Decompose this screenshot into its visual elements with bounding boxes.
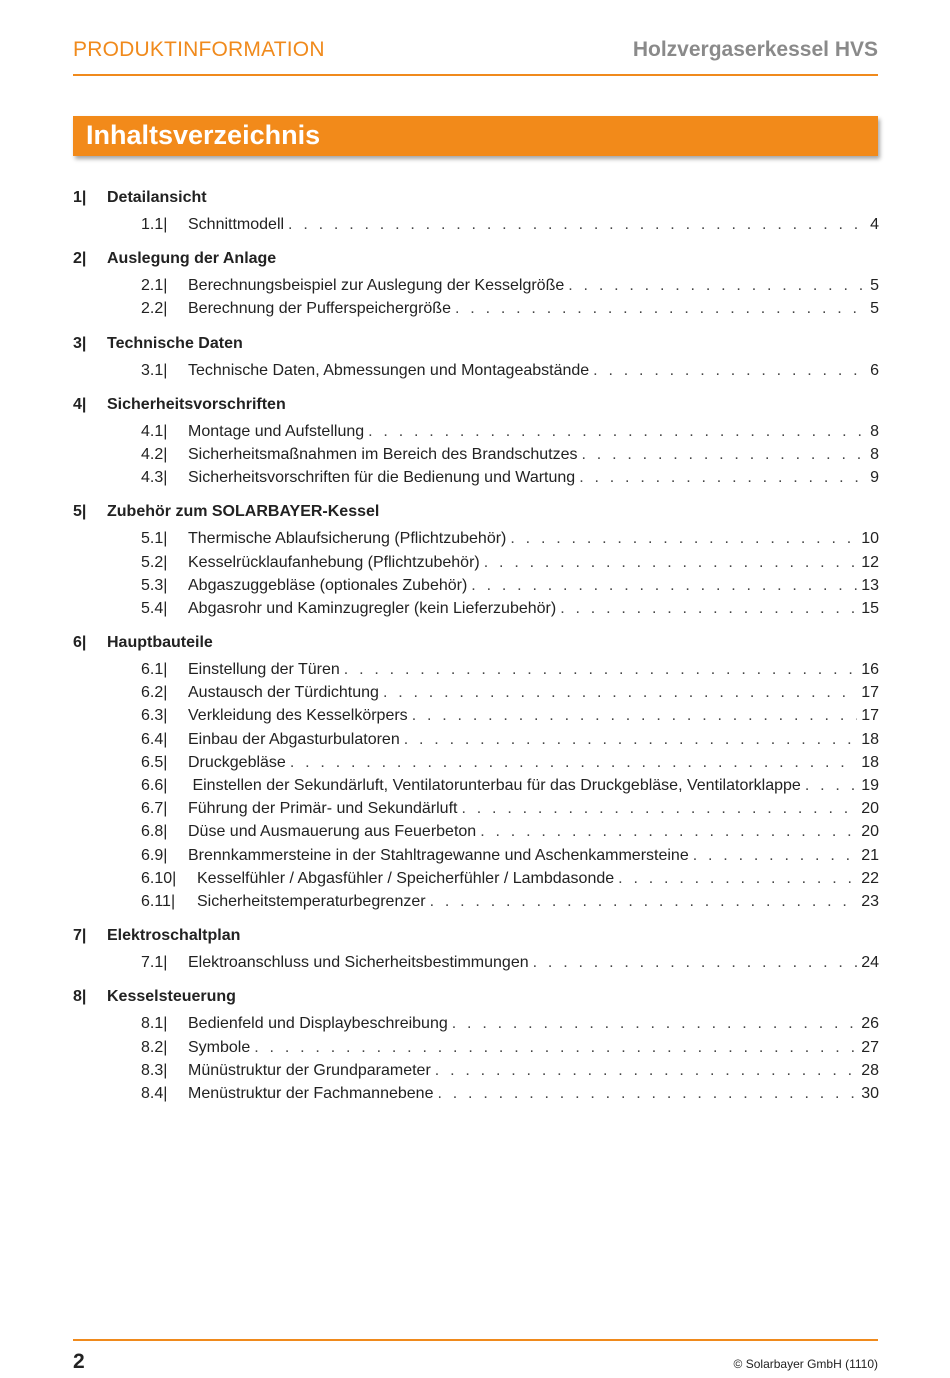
toc-section xyxy=(73,332,879,385)
dot-leader xyxy=(510,530,857,548)
dot-leader xyxy=(480,823,857,841)
entry-page-number: 30 xyxy=(861,1084,879,1102)
toc-entry[interactable] xyxy=(141,870,879,893)
entry-number: 6.11| xyxy=(141,892,176,910)
toc-title: Inhaltsverzeichnis xyxy=(86,120,321,150)
dot-leader xyxy=(430,893,858,911)
entry-title: Abgasrohr und Kaminzugregler (kein Lieferzubehör) xyxy=(188,599,557,617)
entry-title: Düse und Ausmauerung aus Feuerbeton xyxy=(188,823,477,841)
entry-page-number: 4 xyxy=(870,216,879,233)
entry-title: Sicherheitstemperaturbegrenzer xyxy=(197,892,426,910)
toc-section xyxy=(73,631,879,916)
entry-page-number: 12 xyxy=(861,553,879,571)
entry-title: Einbau der Abgasturbulatoren xyxy=(188,730,400,748)
entry-page-number: 24 xyxy=(861,954,879,972)
entry-page-number: 23 xyxy=(861,892,879,910)
entry-number: 4.2| xyxy=(141,445,168,463)
entry-number: 4.1| xyxy=(141,422,168,440)
section-number: 2| xyxy=(73,250,87,268)
entry-number: 6.10| xyxy=(141,869,177,887)
section-title: Detailansicht xyxy=(107,189,207,206)
entry-number: 6.7| xyxy=(141,800,168,818)
toc-entry[interactable] xyxy=(141,216,879,239)
entry-title: Menüstruktur der Fachmannebene xyxy=(188,1084,434,1102)
toc-section xyxy=(73,393,879,493)
dot-leader xyxy=(254,1039,857,1057)
section-number: 7| xyxy=(73,927,87,945)
dot-leader xyxy=(560,600,857,618)
dot-leader xyxy=(452,1015,857,1033)
toc-entry[interactable] xyxy=(141,1062,879,1085)
toc-entry[interactable] xyxy=(141,661,879,684)
entry-title: Einstellen der Sekundärluft, Ventilatorunterbau für das Druckgebläse, Ventilatorklappe xyxy=(188,777,801,794)
entry-title: Druckgebläse xyxy=(188,753,286,771)
copyright-notice: © Solarbayer GmbH (1110) xyxy=(733,1357,878,1371)
toc-section-heading[interactable] xyxy=(73,924,879,948)
toc-entry[interactable] xyxy=(141,577,879,600)
toc-section-heading[interactable] xyxy=(73,631,879,655)
toc-entry[interactable] xyxy=(141,423,879,446)
toc-entry[interactable] xyxy=(141,300,879,323)
entry-page-number: 15 xyxy=(861,599,879,617)
entry-title: Symbole xyxy=(188,1038,251,1056)
section-number: 6| xyxy=(73,634,87,652)
entry-number: 2.2| xyxy=(141,300,168,318)
section-title: Zubehör zum SOLARBAYER-Kessel xyxy=(107,503,380,521)
entry-page-number: 18 xyxy=(861,730,879,748)
entry-number: 8.2| xyxy=(141,1038,168,1056)
toc-entry[interactable] xyxy=(141,754,879,777)
entry-number: 6.8| xyxy=(141,823,168,841)
toc-entry[interactable] xyxy=(141,277,879,300)
entry-page-number: 19 xyxy=(861,777,879,794)
entry-number: 6.1| xyxy=(141,661,168,679)
toc-entry[interactable] xyxy=(141,1015,879,1038)
section-title: Kesselsteuerung xyxy=(107,988,236,1006)
entry-number: 3.1| xyxy=(141,361,168,379)
entry-page-number: 17 xyxy=(861,707,879,725)
entry-number: 5.4| xyxy=(141,599,168,617)
entry-number: 7.1| xyxy=(141,954,168,972)
toc-section-heading[interactable] xyxy=(73,393,879,417)
entry-title: Sicherheitsvorschriften für die Bedienung und Wartung xyxy=(188,469,576,487)
dot-leader xyxy=(484,554,857,572)
toc-entry[interactable] xyxy=(141,600,879,623)
dot-leader xyxy=(290,754,857,772)
entry-page-number: 27 xyxy=(861,1038,879,1056)
entry-title: Führung der Primär- und Sekundärluft xyxy=(188,800,458,818)
entry-title: Brennkammersteine in der Stahltragewanne und Aschenkammersteine xyxy=(188,846,689,864)
entry-page-number: 10 xyxy=(861,530,879,548)
entry-number: 8.1| xyxy=(141,1015,168,1033)
entry-title: Montage und Aufstellung xyxy=(188,422,365,440)
entry-number: 6.3| xyxy=(141,707,168,725)
entry-page-number: 28 xyxy=(861,1061,879,1079)
toc-section-heading[interactable] xyxy=(73,500,879,524)
entry-number: 4.3| xyxy=(141,469,168,487)
entry-number: 1.1| xyxy=(141,216,168,233)
entry-title: Bedienfeld und Displaybeschreibung xyxy=(188,1015,448,1033)
entry-title: Abgaszuggebläse (optionales Zubehör) xyxy=(188,576,468,594)
dot-leader xyxy=(693,847,857,865)
entry-number: 6.4| xyxy=(141,730,168,748)
entry-page-number: 5 xyxy=(870,300,879,318)
dot-leader xyxy=(344,661,857,679)
toc-section-heading[interactable] xyxy=(73,985,879,1009)
entry-title: Berechnung der Pufferspeichergröße xyxy=(188,300,451,318)
toc-entry[interactable] xyxy=(141,893,879,916)
toc-section-heading[interactable] xyxy=(73,332,879,356)
dot-leader xyxy=(404,731,857,749)
entry-number: 8.3| xyxy=(141,1061,168,1079)
section-number: 4| xyxy=(73,395,87,413)
toc-entry[interactable] xyxy=(141,1085,879,1108)
dot-leader xyxy=(471,577,857,595)
entry-page-number: 26 xyxy=(861,1015,879,1033)
toc-entry[interactable] xyxy=(141,362,879,385)
header-product-title: Holzvergaserkessel HVS xyxy=(632,38,878,61)
dot-leader xyxy=(568,277,866,295)
section-number: 1| xyxy=(73,189,87,206)
header-divider xyxy=(73,74,878,76)
dot-leader xyxy=(582,446,867,464)
toc-entry[interactable] xyxy=(141,446,879,469)
section-title: Technische Daten xyxy=(107,334,243,352)
toc-section xyxy=(73,985,879,1108)
toc-entry[interactable] xyxy=(141,530,879,553)
section-title: Sicherheitsvorschriften xyxy=(107,395,286,413)
entry-title: Austausch der Türdichtung xyxy=(188,684,379,702)
section-title: Hauptbauteile xyxy=(107,634,213,652)
dot-leader xyxy=(437,1085,857,1103)
entry-page-number: 5 xyxy=(870,277,879,295)
entry-page-number: 13 xyxy=(861,576,879,594)
entry-page-number: 8 xyxy=(870,422,879,440)
dot-leader xyxy=(805,777,857,795)
toc-entry[interactable] xyxy=(141,777,879,800)
entry-page-number: 16 xyxy=(861,661,879,679)
toc-section xyxy=(73,924,879,977)
entry-page-number: 9 xyxy=(870,469,879,487)
toc-entry[interactable] xyxy=(141,1039,879,1062)
dot-leader xyxy=(579,469,866,487)
section-number: 3| xyxy=(73,334,87,352)
entry-page-number: 22 xyxy=(861,869,879,887)
dot-leader xyxy=(461,800,857,818)
entry-page-number: 20 xyxy=(861,800,879,818)
entry-number: 6.9| xyxy=(141,846,168,864)
section-number: 5| xyxy=(73,503,87,521)
page-number: 2 xyxy=(73,1350,85,1373)
toc-entry[interactable] xyxy=(141,847,879,870)
entry-number: 6.2| xyxy=(141,684,168,702)
toc-entry[interactable] xyxy=(141,954,879,977)
toc-title-banner xyxy=(73,116,878,156)
entry-page-number: 6 xyxy=(870,361,879,379)
toc-entry[interactable] xyxy=(141,731,879,754)
entry-title: Münüstruktur der Grundparameter xyxy=(188,1061,431,1079)
entry-title: Technische Daten, Abmessungen und Montageabstände xyxy=(188,361,590,379)
entry-title: Kesselrücklaufanhebung (Pflichtzubehör) xyxy=(188,553,480,571)
entry-title: Elektroanschluss und Sicherheitsbestimmungen xyxy=(188,954,529,972)
toc-entry[interactable] xyxy=(141,469,879,492)
toc-entry[interactable] xyxy=(141,684,879,707)
entry-number: 6.6| xyxy=(141,777,168,794)
dot-leader xyxy=(593,362,866,380)
dot-leader xyxy=(618,870,857,888)
entry-title: Kesselfühler / Abgasfühler / Speicherfühler / Lambdasonde xyxy=(197,869,615,887)
toc-section-heading[interactable] xyxy=(73,186,879,210)
entry-title: Thermische Ablaufsicherung (Pflichtzubehör) xyxy=(188,530,507,548)
entry-page-number: 20 xyxy=(861,823,879,841)
toc-section-heading[interactable] xyxy=(73,247,879,271)
entry-number: 5.2| xyxy=(141,553,168,571)
toc-entry[interactable] xyxy=(141,707,879,730)
entry-number: 8.4| xyxy=(141,1084,168,1102)
entry-page-number: 21 xyxy=(861,846,879,864)
entry-title: Sicherheitsmaßnahmen im Bereich des Brandschutzes xyxy=(188,445,578,463)
entry-title: Einstellung der Türen xyxy=(188,661,340,679)
entry-page-number: 17 xyxy=(861,684,879,702)
entry-title: Schnittmodell xyxy=(188,216,285,233)
dot-leader xyxy=(455,300,866,318)
section-number: 8| xyxy=(73,988,87,1006)
dot-leader xyxy=(533,954,858,972)
toc-section xyxy=(73,186,879,239)
dot-leader xyxy=(368,423,866,441)
dot-leader xyxy=(288,216,866,234)
toc-section xyxy=(73,500,879,623)
dot-leader xyxy=(435,1062,857,1080)
toc-section xyxy=(73,247,879,323)
entry-number: 2.1| xyxy=(141,277,168,295)
footer-divider xyxy=(73,1339,878,1341)
dot-leader xyxy=(383,684,857,702)
entry-number: 5.1| xyxy=(141,530,168,548)
toc-entry[interactable] xyxy=(141,554,879,577)
entry-number: 6.5| xyxy=(141,753,168,771)
entry-page-number: 8 xyxy=(870,445,879,463)
entry-title: Berechnungsbeispiel zur Auslegung der Kesselgröße xyxy=(188,277,565,295)
toc-entry[interactable] xyxy=(141,823,879,846)
toc-entry[interactable] xyxy=(141,800,879,823)
entry-page-number: 18 xyxy=(861,753,879,771)
header-category: PRODUKTINFORMATION xyxy=(73,38,325,61)
section-title: Auslegung der Anlage xyxy=(107,250,277,268)
table-of-contents xyxy=(73,186,879,1116)
entry-title: Verkleidung des Kesselkörpers xyxy=(188,707,408,725)
dot-leader xyxy=(412,707,858,725)
entry-number: 5.3| xyxy=(141,576,168,594)
section-title: Elektroschaltplan xyxy=(107,927,241,945)
